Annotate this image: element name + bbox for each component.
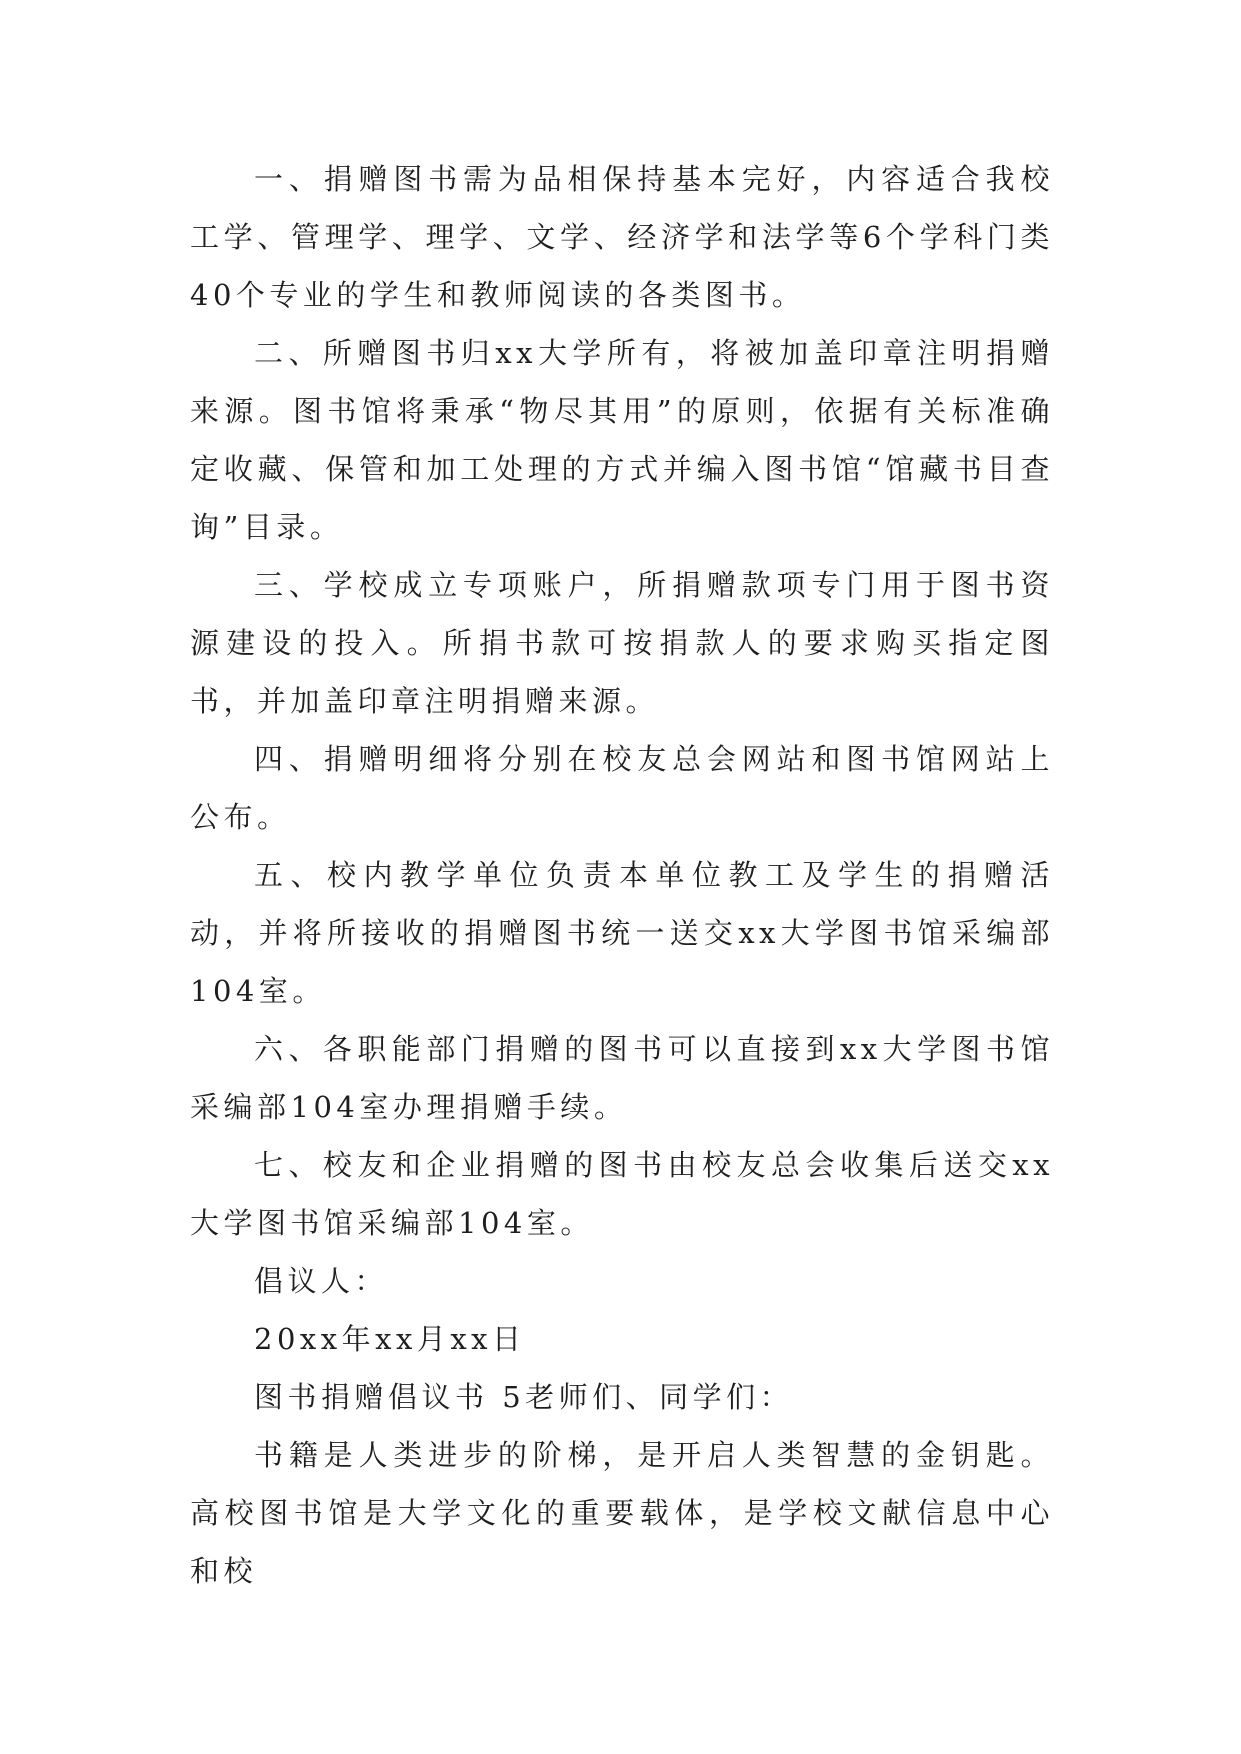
paragraph-item-4: 四、捐赠明细将分别在校友总会网站和图书馆网站上公布。: [190, 742, 1054, 834]
initiator-line: 倡议人：: [254, 1264, 389, 1298]
letter-title: 图书捐赠倡议书 5老师们、同学们：: [254, 1380, 794, 1414]
paragraph-item-3: 三、学校成立专项账户，所捐赠款项专门用于图书资源建设的投入。所捐书款可按捐款人的要求购买指定图书，并加盖印章注明捐赠来源。: [190, 568, 1054, 718]
date-line: 20xx年xx月xx日: [254, 1322, 526, 1356]
paragraph-item-5: 五、校内教学单位负责本单位教工及学生的捐赠活动，并将所接收的捐赠图书统一送交xx大学图书馆采编部104室。: [190, 858, 1054, 1008]
paragraph-item-6: 六、各职能部门捐赠的图书可以直接到xx大学图书馆采编部104室办理捐赠手续。: [190, 1032, 1054, 1124]
letter-opening-paragraph: 书籍是人类进步的阶梯，是开启人类智慧的金钥匙。高校图书馆是大学文化的重要载体，是学校文献信息中心和校: [190, 1438, 1054, 1588]
paragraph-item-2: 二、所赠图书归xx大学所有，将被加盖印章注明捐赠来源。图书馆将秉承“物尽其用”的原则，依据有关标准确定收藏、保管和加工处理的方式并编入图书馆“馆藏书目查询”目录。: [190, 336, 1054, 544]
paragraph-item-1: 一、捐赠图书需为品相保持基本完好，内容适合我校工学、管理学、理学、文学、经济学和法学等6个学科门类40个专业的学生和教师阅读的各类图书。: [190, 162, 1054, 312]
paragraph-item-7: 七、校友和企业捐赠的图书由校友总会收集后送交xx大学图书馆采编部104室。: [190, 1148, 1054, 1240]
document-body: [190, 150, 1054, 1600]
